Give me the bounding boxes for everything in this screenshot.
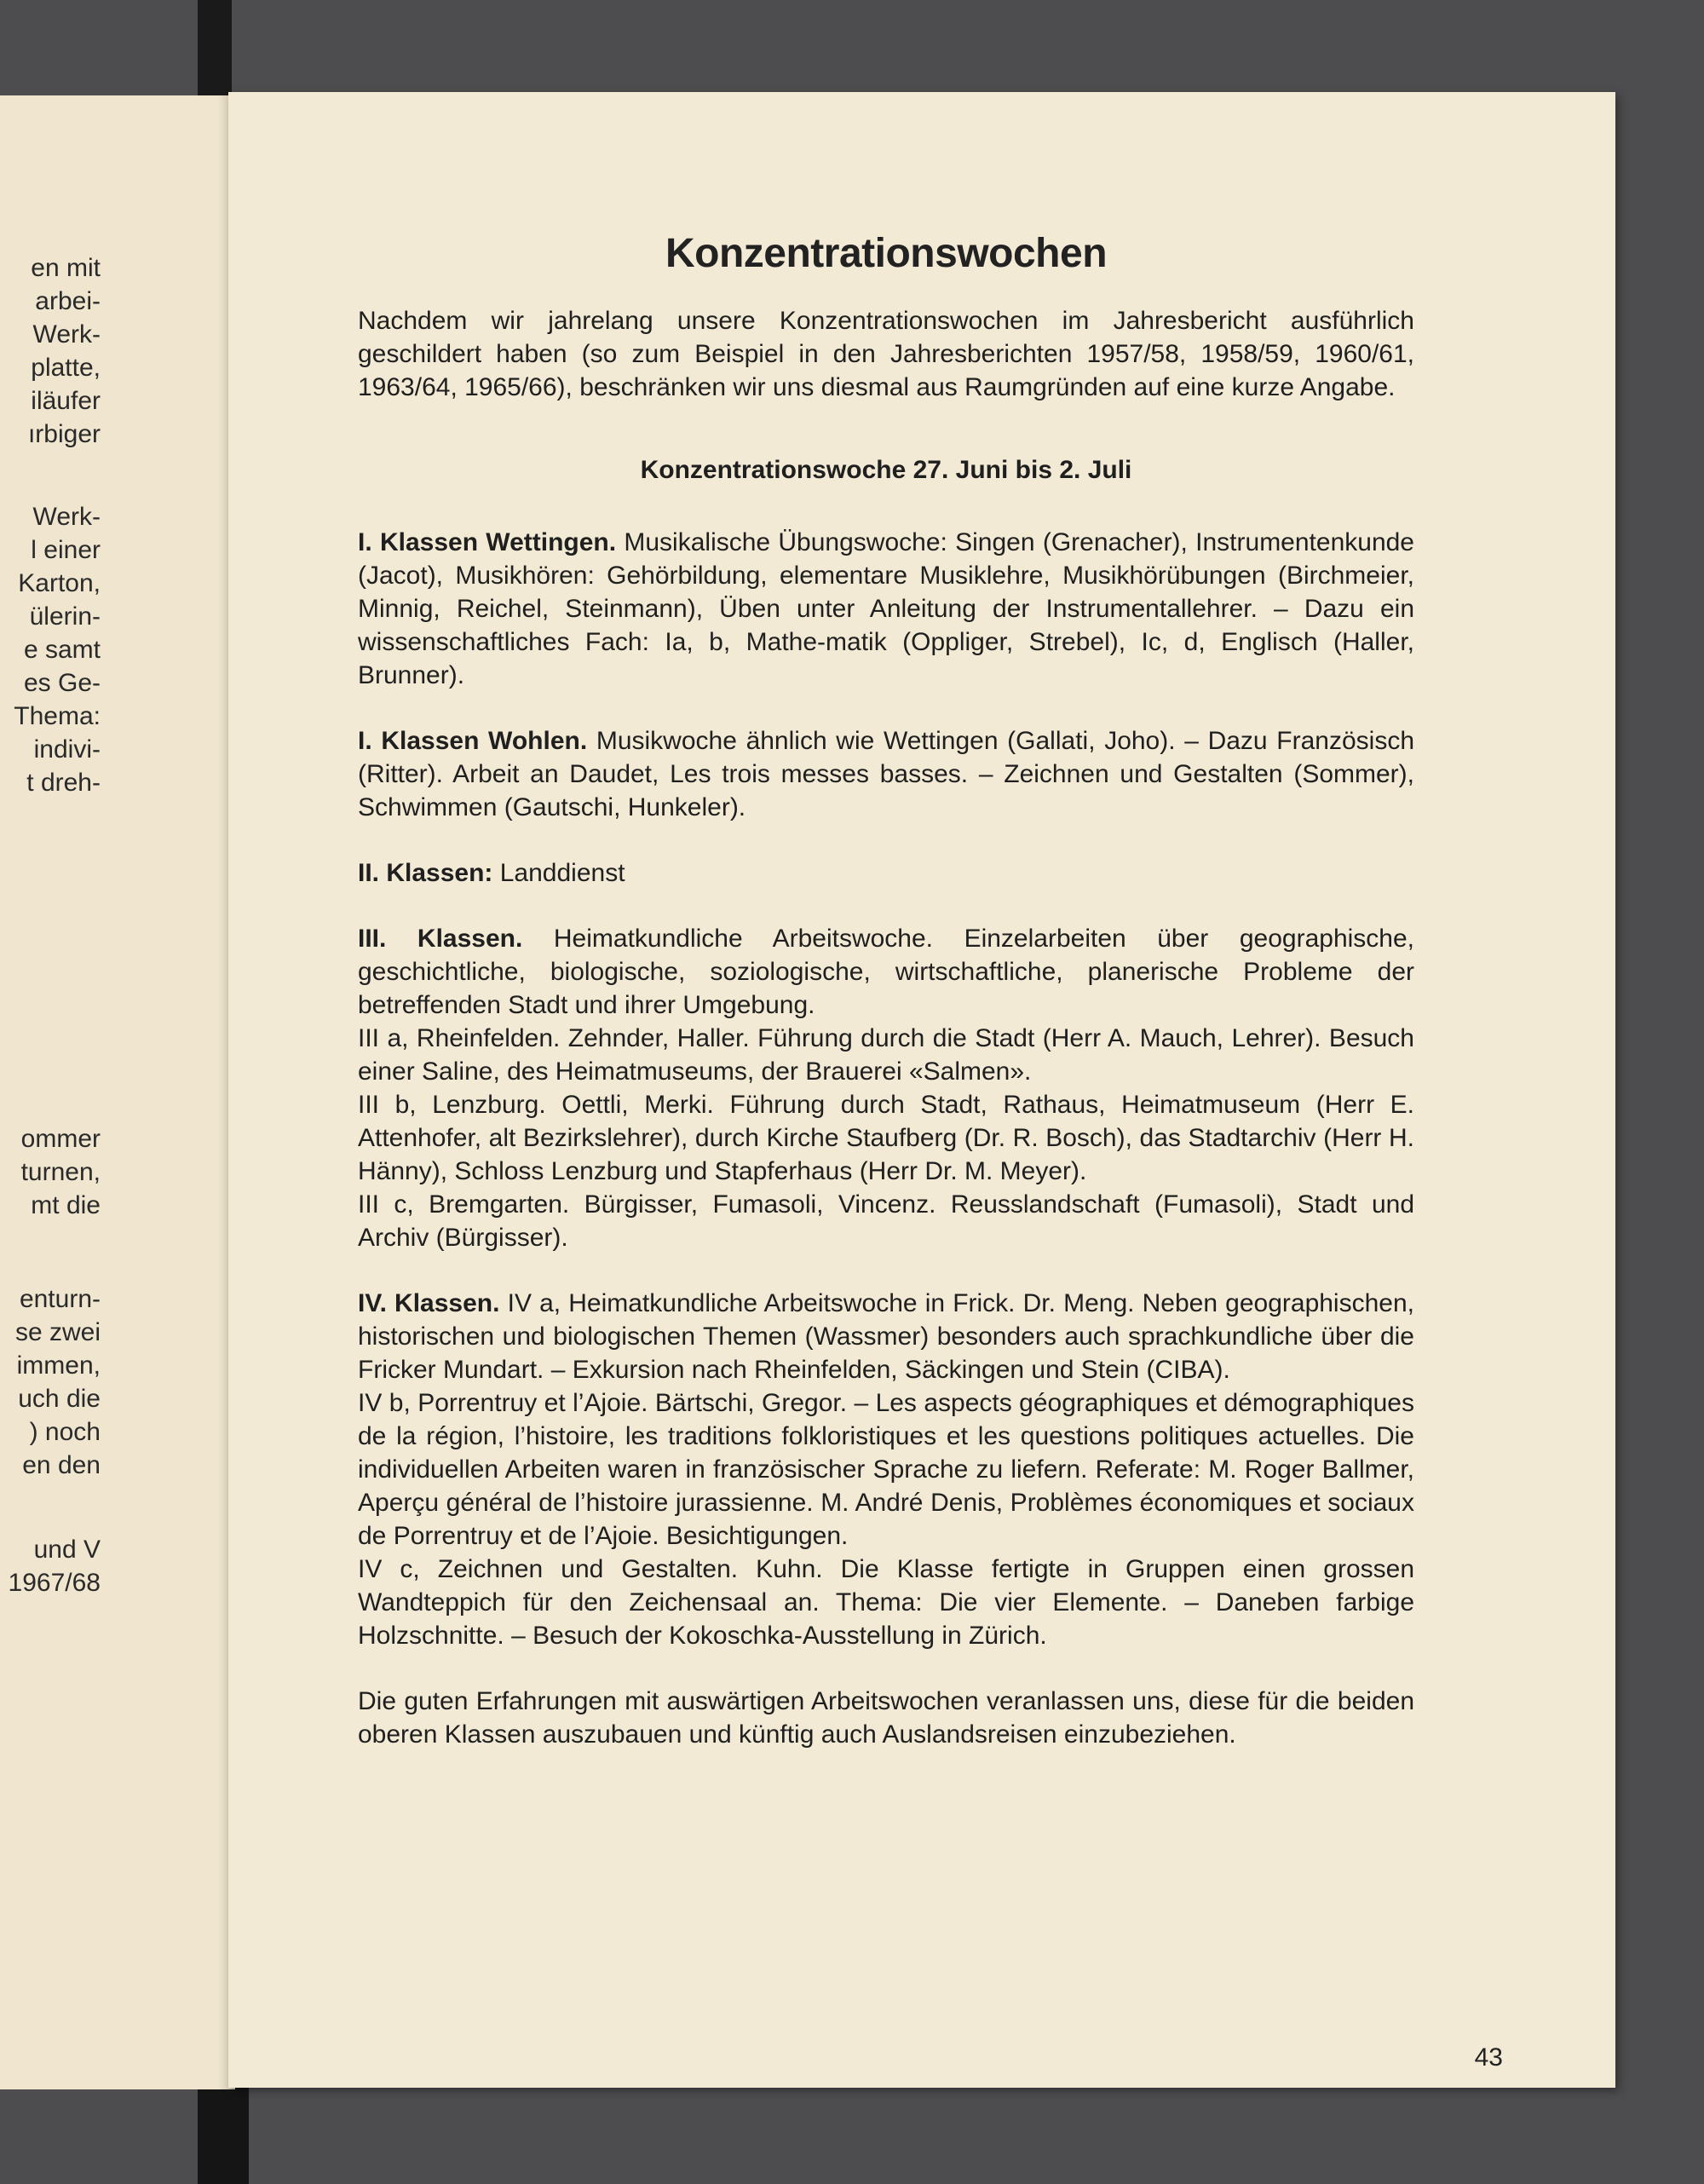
left-fragment: indivi-	[33, 735, 101, 764]
intro-paragraph: Nachdem wir jahrelang unsere Konzentrationswochen im Jahresbericht ausführlich geschildert haben (so zum Beispiel in den Jahresberichten 1957/58, 1958/59, 1960/61, 1963/64, 1965/66), beschränken wir uns diesmal aus Raumgründen auf eine kurze Angabe.	[358, 307, 1414, 401]
section-text: Landdienst	[499, 859, 625, 887]
left-fragment: arbei-	[35, 287, 101, 315]
section-landdienst	[358, 856, 1414, 890]
section-text: Musikalische Übungswoche: Singen (Grenacher), Instrumentenkunde (Jacot), Musikhören: Gehörbildung, elementare Musiklehre, Musikhörübungen (Birchmeier, Minnig, Reichel, Steinmann), Üben unter Anleitung der Instrumentallehrer. – Dazu ein wissenschaftliches Fach: Ia, b, Mathe-matik (Oppliger, Strebel), Ic, d, Englisch (Haller, Brunner).	[358, 528, 1414, 689]
page-title: Konzentrationswochen	[665, 231, 1108, 276]
section-heading: I. Klassen Wohlen.	[358, 727, 588, 755]
left-fragment: se zwei	[14, 1318, 101, 1346]
left-fragment: ) noch	[29, 1418, 101, 1446]
left-fragment: ommer	[20, 1125, 101, 1153]
section-text: Musikwoche ähnlich wie Wettingen (Gallati, Joho). – Dazu Französisch (Ritter). Arbeit an Daudet, Les trois messes basses. – Zeichnen und Gestalten (Sommer), Schwimmen (Gautschi, Hunkeler).	[358, 727, 1414, 821]
left-fragment: und V	[33, 1536, 101, 1564]
section-text: Heimatkundliche Arbeitswoche. Einzelarbeiten über geographische, geschichtliche, biologische, soziologische, wirtschaftliche, planerische Probleme der betreffenden Stadt und ihrer Umgebung.	[358, 925, 1415, 1019]
left-fragment: e samt	[23, 636, 101, 664]
left-fragment: 1967/68	[8, 1569, 101, 1597]
section-text: IV a, Heimatkundliche Arbeitswoche in Frick. Dr. Meng. Neben geographischen, historischen und biologischen Themen (Wassmer) besonders auch sprachkundliche über die Fricker Mundart. – Exkursion nach Rheinfelden, Säckingen und Stein (CIBA).	[358, 1289, 1414, 1384]
left-fragment: enturn-	[19, 1285, 101, 1313]
right-page	[228, 92, 1615, 2088]
left-fragment: uch die	[18, 1385, 101, 1413]
section-third-classes	[358, 922, 1414, 1022]
section-subtitle: Konzentrationswoche 27. Juni bis 2. Juli	[640, 456, 1132, 484]
left-fragment: t dreh-	[26, 769, 101, 797]
section-text-iiib: III b, Lenzburg. Oettli, Merki. Führung durch Stadt, Rathaus, Heimatmuseum (Herr E. Attenhofer, alt Bezirkslehrer), durch Kirche Staufberg (Dr. R. Bosch), das Stadtarchiv (Herr H. Hänny), Schloss Lenzburg und Stapferhaus (Herr Dr. M. Meyer).	[358, 1091, 1414, 1185]
left-fragment: en den	[22, 1451, 101, 1479]
section-text-iiia: III a, Rheinfelden. Zehnder, Haller. Führung durch die Stadt (Herr A. Mauch, Lehrer). Besuch einer Saline, des Heimatmuseums, der Brauerei «Salmen».	[358, 1024, 1414, 1086]
section-heading: IV. Klassen.	[358, 1289, 500, 1317]
section-fourth-classes	[358, 1287, 1414, 1386]
left-page	[0, 95, 235, 2089]
left-fragment: Thema:	[14, 702, 101, 730]
left-fragment: platte,	[31, 354, 101, 382]
left-fragment: mt die	[31, 1191, 101, 1219]
left-fragment: turnen,	[20, 1158, 101, 1186]
left-fragment: Werk-	[32, 320, 101, 349]
page-content	[358, 231, 1415, 1751]
section-heading: II. Klassen:	[358, 859, 493, 887]
section-wettingen	[358, 526, 1414, 692]
left-fragment: ülerin-	[29, 602, 101, 631]
section-heading: I. Klassen Wettingen.	[358, 528, 617, 556]
closing-paragraph: Die guten Erfahrungen mit auswärtigen Arbeitswochen veranlassen uns, diese für die beiden oberen Klassen auszubauen und künftig auch Auslandsreisen einzubeziehen.	[358, 1687, 1414, 1749]
section-text-iiic: III c, Bremgarten. Bürgisser, Fumasoli, Vincenz. Reusslandschaft (Fumasoli), Stadt und Archiv (Bürgisser).	[358, 1190, 1414, 1252]
left-fragment: immen,	[16, 1351, 101, 1380]
left-fragment: ırbiger	[27, 420, 101, 448]
left-fragment: l einer	[31, 536, 101, 564]
left-fragment: en mit	[31, 254, 101, 282]
section-heading: III. Klassen.	[358, 925, 523, 953]
section-text-ivc: IV c, Zeichnen und Gestalten. Kuhn. Die Klasse fertigte in Gruppen einen grossen Wandteppich für den Zeichensaal an. Thema: Die vier Elemente. – Daneben farbige Holzschnitte. – Besuch der Kokoschka-Ausstellung in Zürich.	[358, 1555, 1414, 1650]
page-number: 43	[1474, 2043, 1503, 2072]
section-text-ivb: IV b, Porrentruy et l’Ajoie. Bärtschi, Gregor. – Les aspects géographiques et démographiques de la région, l’histoire, les traditions folkloristiques et les questions politiques actuelles. Die individuellen Arbeiten waren in französischer Sprache zu liefern. Referate: M. Roger Ballmer, Aperçu général de l’histoire jurassienne. M. André Denis, Problèmes économiques et sociaux de Porrentruy et de l’Ajoie. Besichtigungen.	[358, 1389, 1414, 1550]
left-fragment: Werk-	[32, 503, 101, 531]
left-fragment: es Ge-	[23, 669, 101, 697]
left-fragment: iläufer	[31, 387, 101, 415]
section-wohlen	[358, 724, 1414, 824]
left-fragment: Karton,	[18, 569, 101, 597]
